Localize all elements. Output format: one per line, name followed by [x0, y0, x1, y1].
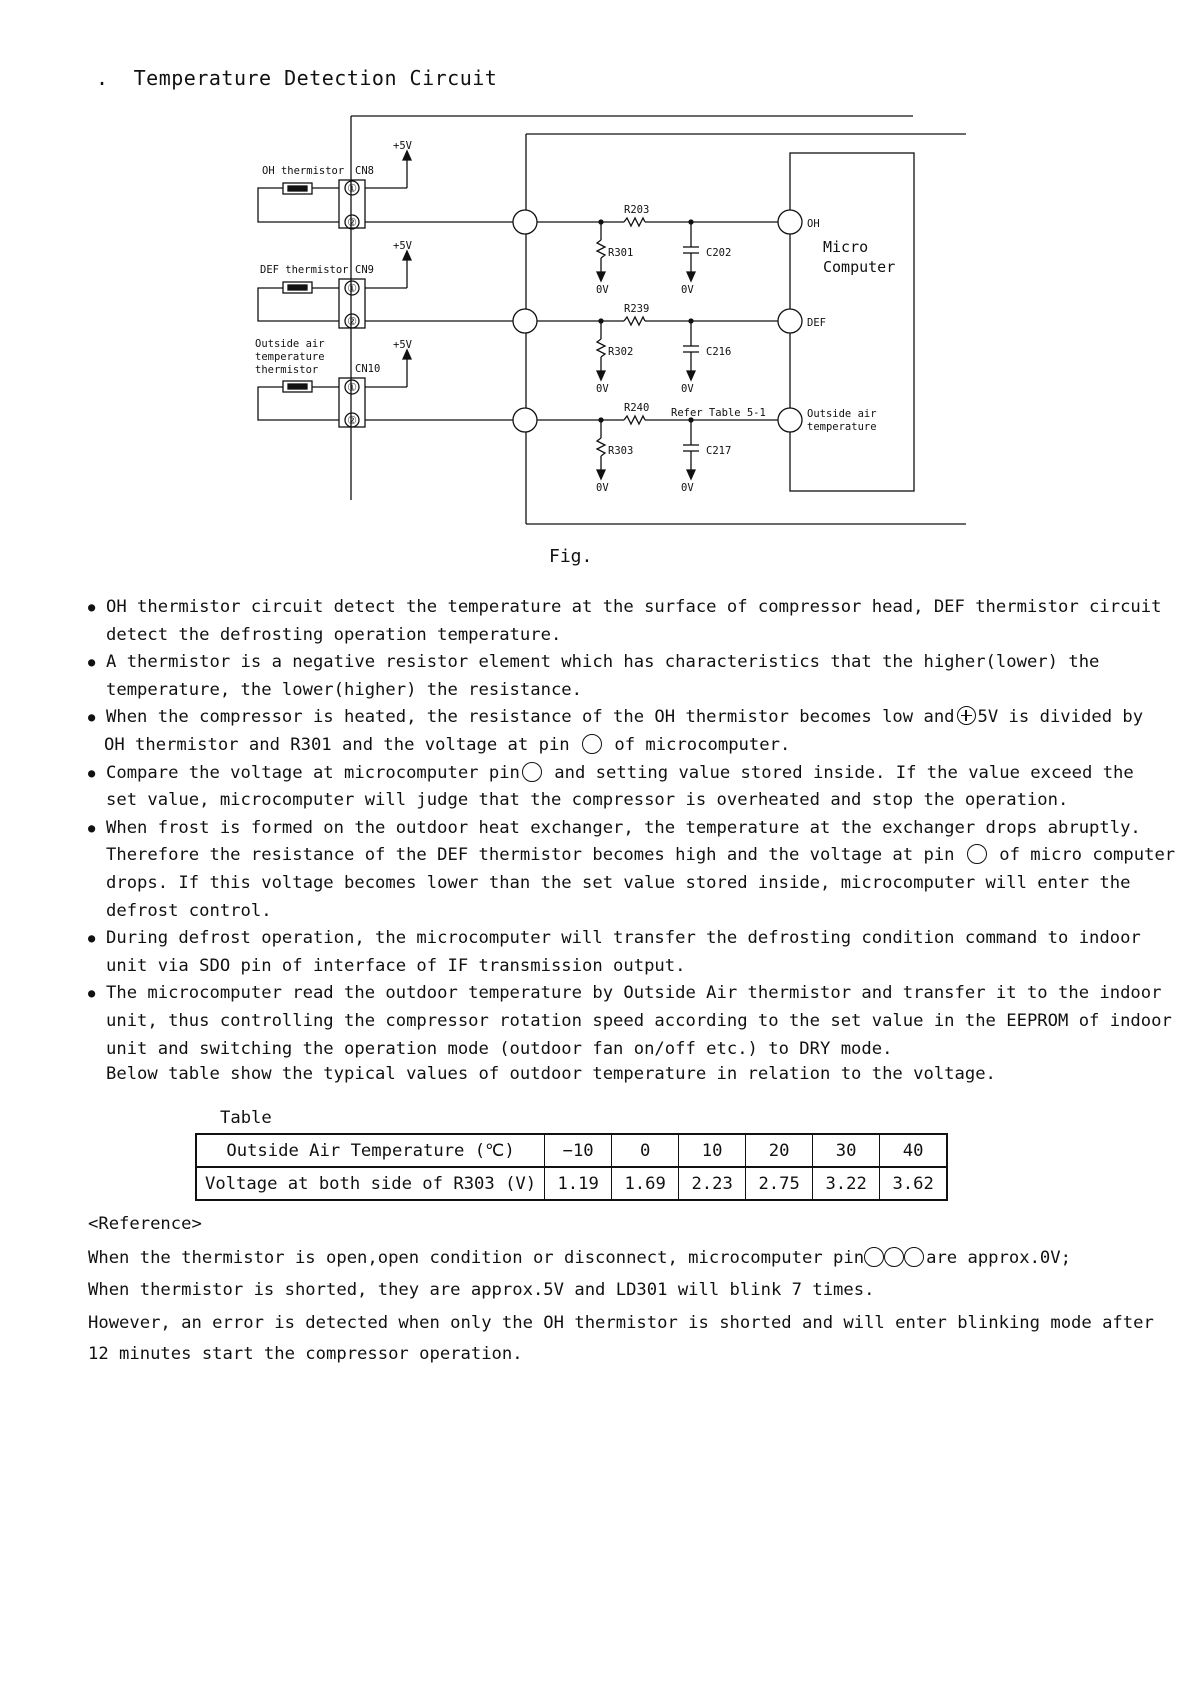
- text-line: detect the defrosting operation temperature.: [106, 624, 562, 645]
- table-cell: Outside Air Temperature (℃): [196, 1134, 545, 1167]
- reference-line: [88, 1247, 1071, 1268]
- text-line: set value, microcomputer will judge that the compressor is overheated and stop the operation.: [106, 790, 1069, 811]
- refer-table-label: Refer Table 5-1: [671, 407, 766, 419]
- pin-number: ①: [347, 381, 357, 394]
- ground-label: 0V: [681, 383, 694, 395]
- list-item: [88, 815, 1176, 925]
- oh-thermistor-label: OH thermistor: [262, 165, 345, 177]
- list-item: [88, 980, 1172, 1063]
- text-line: ● OH thermistor circuit detect the temperature at the surface of compressor head, DEF thermistor circuit: [106, 597, 1162, 617]
- capacitor-label: C217: [706, 445, 732, 457]
- text-fragment: Compare the voltage at microcomputer pin: [106, 762, 520, 783]
- text-line: ● The microcomputer read the outdoor temperature by Outside Air thermistor and transfer it to the indoor: [106, 983, 1162, 1004]
- table-cell: 2.23: [679, 1167, 746, 1200]
- pin-number: ②: [347, 216, 357, 229]
- resistor-label: R303: [608, 445, 634, 457]
- list-item: [88, 704, 1168, 759]
- text-fragment: When the thermistor is open,open condition or disconnect, microcomputer pin: [88, 1248, 865, 1268]
- mc-pin-label: OH: [807, 218, 820, 230]
- text-fragment: When the compressor is heated, the resistance of the OH thermistor becomes low and: [106, 707, 955, 728]
- table-cell: −10: [545, 1134, 612, 1167]
- table-cell: 1.69: [612, 1167, 679, 1200]
- outside-thermistor-label: thermistor: [255, 364, 319, 376]
- micro-computer-label: Computer: [823, 258, 896, 276]
- table-cell: 2.75: [746, 1167, 813, 1200]
- text-line: [104, 732, 1168, 760]
- text-line: drops. If this voltage becomes lower than the set value stored inside, microcomputer will enter the: [106, 872, 1131, 893]
- list-item: [88, 594, 1168, 649]
- capacitor-label: C202: [706, 247, 732, 259]
- connector-label: CN10: [355, 363, 381, 375]
- pin-circle-icon: [522, 762, 542, 782]
- plus5v-label: +5V: [393, 339, 412, 351]
- table-cell: 30: [813, 1134, 880, 1167]
- resistor-label: R302: [608, 346, 634, 358]
- pin-number: ①: [347, 282, 357, 295]
- text-line: unit and switching the operation mode (outdoor fan on/off etc.) to DRY mode.: [106, 1038, 893, 1059]
- text-line: unit, thus controlling the compressor rotation speed according to the set value in the EEPROM of indoor: [106, 1010, 1172, 1031]
- resistor-label: R203: [624, 204, 650, 216]
- outside-thermistor-label: Outside air: [255, 338, 325, 350]
- pin-number: ②: [347, 414, 357, 427]
- pin-circle-icon: [904, 1247, 924, 1267]
- pin-number: ①: [347, 182, 357, 195]
- text-line: [106, 760, 1168, 788]
- ground-label: 0V: [596, 482, 609, 494]
- text-line: ● When frost is formed on the outdoor heat exchanger, the temperature at the exchanger drops abruptly.: [106, 817, 1141, 838]
- table-cell: 1.19: [545, 1167, 612, 1200]
- pin-circle-icon: [864, 1247, 884, 1267]
- reference-line: However, an error is detected when only the OH thermistor is shorted and will enter blinking mode after: [88, 1313, 1154, 1333]
- text-line: [106, 704, 1168, 732]
- ground-label: 0V: [596, 383, 609, 395]
- text-fragment: 5V is divided by: [977, 707, 1144, 728]
- table-cell: 40: [880, 1134, 948, 1167]
- resistor-label: R240: [624, 402, 650, 414]
- temperature-voltage-table: [195, 1133, 948, 1201]
- text-fragment: of micro computer: [999, 845, 1176, 866]
- plus5v-label: +5V: [393, 240, 412, 252]
- def-thermistor-label: DEF thermistor: [260, 264, 349, 276]
- resistor-label: R301: [608, 247, 634, 259]
- outside-thermistor-label: temperature: [255, 351, 325, 363]
- text-line: unit via SDO pin of interface of IF transmission output.: [106, 955, 686, 976]
- list-item: [88, 760, 1168, 815]
- text-fragment: of microcomputer.: [614, 734, 791, 755]
- pin-circle-icon: [967, 844, 987, 864]
- circuit-diagram: [0, 0, 1191, 560]
- capacitor-label: C216: [706, 346, 732, 358]
- text-line: temperature, the lower(higher) the resistance.: [106, 679, 582, 700]
- pin-circle-icon: [582, 734, 602, 754]
- reference-line: 12 minutes start the compressor operation.: [88, 1344, 523, 1364]
- table-cell: Voltage at both side of R303 (V): [196, 1167, 545, 1200]
- text-fragment: and setting value stored inside. If the value exceed the: [554, 762, 1134, 783]
- plus5v-label: +5V: [393, 140, 412, 152]
- list-item: [88, 925, 1168, 980]
- table-cell: 0: [612, 1134, 679, 1167]
- reference-heading: <Reference>: [88, 1214, 202, 1234]
- table-cell: 3.22: [813, 1167, 880, 1200]
- mc-pin-label: Outside air: [807, 408, 877, 420]
- list-item: [88, 649, 1168, 704]
- table-note: Below table show the typical values of outdoor temperature in relation to the voltage.: [106, 1064, 996, 1084]
- text-fragment: OH thermistor and R301 and the voltage at pin: [104, 734, 570, 755]
- text-fragment: are approx.0V;: [926, 1248, 1071, 1268]
- table-row: [196, 1134, 947, 1167]
- mc-pin-label: DEF: [807, 317, 826, 329]
- pin-circle-icon: [884, 1247, 904, 1267]
- table-cell: 10: [679, 1134, 746, 1167]
- text-fragment: Therefore the resistance of the DEF thermistor becomes high and the voltage at pin: [106, 845, 955, 866]
- reference-line: When thermistor is shorted, they are approx.5V and LD301 will blink 7 times.: [88, 1280, 875, 1300]
- plus-circle-icon: [957, 706, 976, 725]
- ground-label: 0V: [596, 284, 609, 296]
- ground-label: 0V: [681, 482, 694, 494]
- resistor-label: R239: [624, 303, 650, 315]
- text-line: defrost control.: [106, 900, 272, 921]
- text-line: ● During defrost operation, the microcomputer will transfer the defrosting condition command to indoor: [106, 928, 1141, 949]
- pin-number: ②: [347, 315, 357, 328]
- table-row: [196, 1167, 947, 1200]
- micro-computer-label: Micro: [823, 238, 869, 256]
- connector-label: CN9: [355, 264, 374, 276]
- ground-label: 0V: [681, 284, 694, 296]
- table-cell: 3.62: [880, 1167, 948, 1200]
- table-title: Table: [220, 1108, 272, 1128]
- connector-label: CN8: [355, 165, 374, 177]
- table-cell: 20: [746, 1134, 813, 1167]
- text-line: ● A thermistor is a negative resistor element which has characteristics that the higher(lower) the: [106, 652, 1100, 673]
- section-title: . Temperature Detection Circuit: [96, 66, 498, 90]
- mc-pin-label: temperature: [807, 421, 877, 433]
- description-list: [88, 594, 1176, 1063]
- text-line: [106, 842, 1176, 870]
- figure-caption: Fig.: [549, 546, 593, 567]
